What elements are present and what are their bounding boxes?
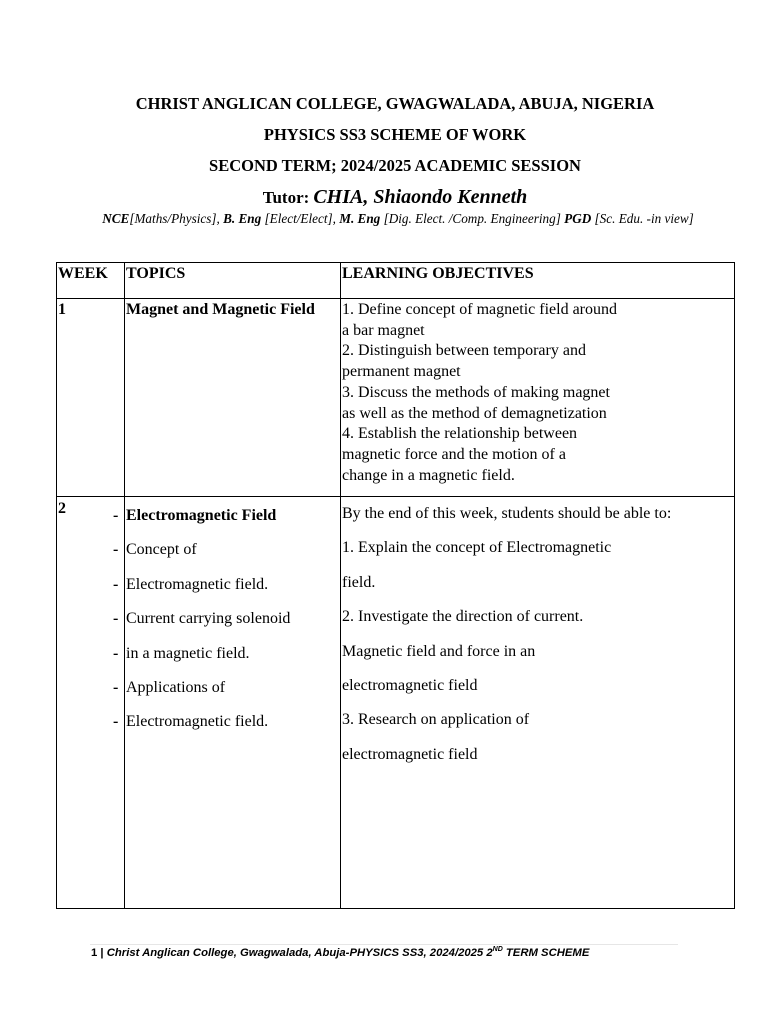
table-header-row <box>57 263 735 299</box>
bullet-dash: - <box>113 610 119 628</box>
topic-cell: Magnet and Magnetic Field <box>125 299 341 497</box>
bullet-dash: - <box>113 575 119 593</box>
header-objectives: LEARNING OBJECTIVES <box>341 263 735 299</box>
objective-line: 1. Define concept of magnetic field around <box>342 301 617 318</box>
objective-line: electromagnetic field <box>342 745 478 763</box>
topic-cell <box>113 497 341 909</box>
objective-line: field. <box>342 573 376 591</box>
topic-text: Electromagnetic Field <box>126 507 277 524</box>
bullet-dash: - <box>113 713 119 731</box>
qual-beng-label: B. Eng <box>223 211 262 226</box>
page-number: 1 | <box>91 946 104 959</box>
topic-text: Applications of <box>126 679 226 697</box>
topic-item <box>113 705 340 739</box>
objective-line: 2. Distinguish between temporary and <box>342 342 586 360</box>
bullet-dash: - <box>113 644 119 662</box>
topic-text: Electromagnetic field. <box>126 575 269 593</box>
qual-nce-detail: [Maths/Physics], <box>129 211 220 226</box>
school-name: CHRIST ANGLICAN COLLEGE, GWAGWALADA, ABUJA, NIGERIA <box>135 94 655 113</box>
term-session: SECOND TERM; 2024/2025 ACADEMIC SESSION <box>209 156 581 175</box>
qual-meng-detail: [Dig. Elect. /Comp. Engineering] <box>383 211 561 226</box>
objective-line: permanent magnet <box>342 363 461 381</box>
page-footer <box>91 946 589 959</box>
qual-beng-detail: [Elect/Elect], <box>264 211 336 226</box>
objectives-cell <box>341 497 735 909</box>
topic-item <box>113 533 340 567</box>
table-row <box>57 497 735 909</box>
objective-line: a bar magnet <box>342 321 425 339</box>
tutor-label: Tutor: <box>262 188 310 207</box>
objective-line: By the end of this week, students should be able to: <box>342 505 672 522</box>
qual-meng-label: M. Eng <box>339 211 381 226</box>
bullet-dash: - <box>113 541 119 559</box>
topic-item <box>113 602 340 636</box>
topic-item <box>113 671 340 705</box>
tutor-qualifications <box>0 211 768 227</box>
topic-text: Current carrying solenoid <box>126 610 291 628</box>
objective-line: 3. Discuss the methods of making magnet <box>342 383 610 401</box>
objective-line: 1. Explain the concept of Electromagnetic <box>342 539 612 557</box>
week-cell: 1 <box>57 299 125 497</box>
footer-tail: TERM SCHEME <box>502 946 590 959</box>
objective-line: 2. Investigate the direction of current. <box>342 608 584 626</box>
qual-pgd-label: PGD <box>564 211 592 226</box>
header-topics: TOPICS <box>125 263 341 299</box>
objective-line: 4. Establish the relationship between <box>342 425 578 443</box>
objective-line: 3. Research on application of <box>342 711 530 729</box>
bullet-dash: - <box>113 507 119 524</box>
topic-item <box>113 637 340 671</box>
document-title: PHYSICS SS3 SCHEME OF WORK <box>263 125 527 144</box>
topic-text: Electromagnetic field. <box>126 713 269 731</box>
header-week: WEEK <box>57 263 125 299</box>
tutor-name: CHIA, Shiaondo Kenneth <box>313 186 528 208</box>
topic-item <box>113 568 340 602</box>
footer-superscript: ND <box>492 946 503 953</box>
objectives-cell <box>341 299 735 497</box>
objective-line: magnetic force and the motion of a <box>342 445 566 463</box>
objective-line: change in a magnetic field. <box>342 466 515 484</box>
table-row <box>57 299 735 497</box>
objective-line: Magnetic field and force in an <box>342 642 536 660</box>
footer-text: Christ Anglican College, Gwagwalada, Abuja-PHYSICS SS3, 2024/2025 2 <box>106 946 493 959</box>
qual-pgd-detail: [Sc. Edu. -in view] <box>594 211 694 226</box>
objective-line: electromagnetic field <box>342 677 478 695</box>
footer-divider <box>90 944 678 945</box>
topic-text: in a magnetic field. <box>126 644 250 662</box>
objective-line: as well as the method of demagnetization <box>342 404 607 422</box>
bullet-dash: - <box>113 679 119 697</box>
topic-text: Concept of <box>126 541 197 559</box>
tutor-line <box>11 186 768 209</box>
scheme-table <box>56 262 735 909</box>
week-cell: 2 <box>57 497 125 909</box>
topic-item <box>113 499 340 533</box>
qual-nce-label: NCE <box>102 211 130 226</box>
